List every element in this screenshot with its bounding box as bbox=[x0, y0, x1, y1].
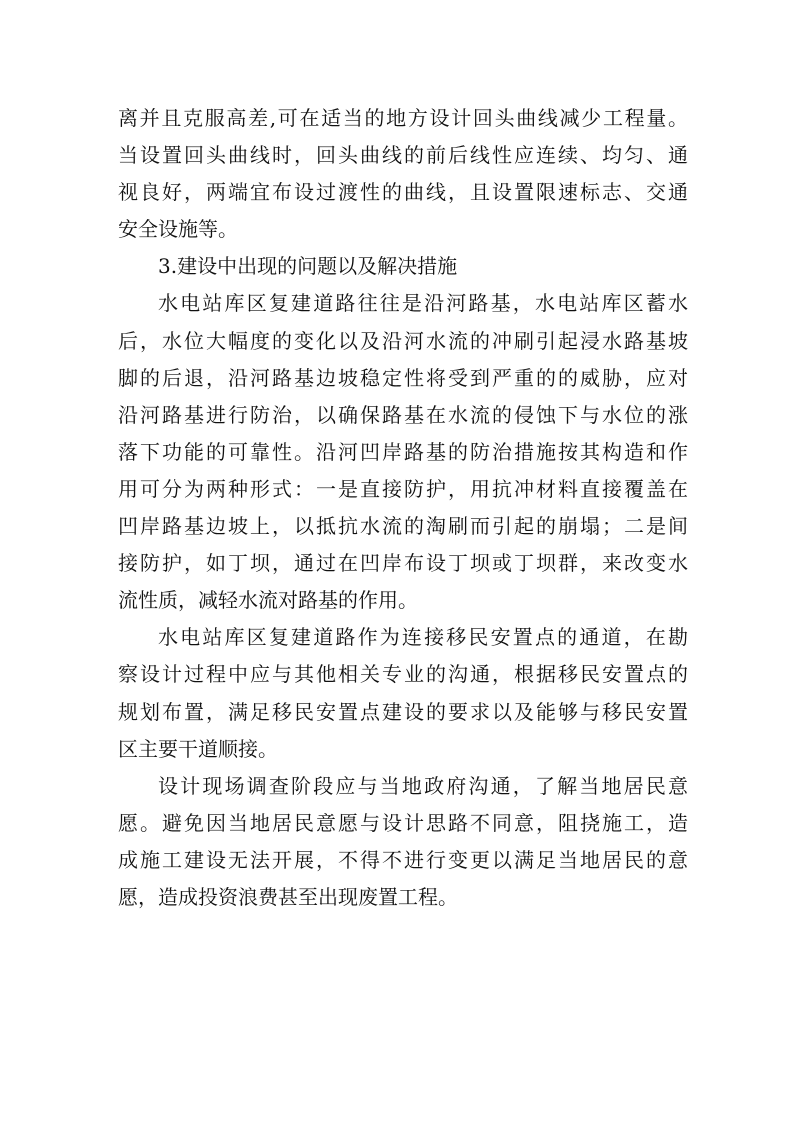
paragraph-line: 流性质，减轻水流对路基的作用。 bbox=[118, 588, 418, 613]
paragraph bbox=[118, 768, 688, 916]
paragraph-line: 后，水位大幅度的变化以及沿河水流的冲刷引起浸水路基坡 bbox=[118, 328, 688, 353]
paragraph-line: 用可分为两种形式：一是直接防护，用抗冲材料直接覆盖在 bbox=[118, 476, 688, 501]
paragraph-line: 凹岸路基边坡上，以抵抗水流的淘刷而引起的崩塌；二是间 bbox=[118, 514, 688, 539]
paragraph-line: 接防护，如丁坝，通过在凹岸布设丁坝或丁坝群，来改变水 bbox=[118, 551, 688, 576]
paragraph-line: 脚的后退，沿河路基边坡稳定性将受到严重的的威胁，应对 bbox=[118, 365, 688, 390]
paragraph-line: 愿，造成投资浪费甚至出现废置工程。 bbox=[118, 884, 458, 909]
paragraph-line: 离并且克服高差,可在适当的地方设计回头曲线减少工程量。 bbox=[118, 106, 688, 130]
paragraph-line: 成施工建设无法开展，不得不进行变更以满足当地居民的意 bbox=[118, 847, 688, 872]
paragraph-line: 设计现场调查阶段应与当地政府沟通，了解当地居民意 bbox=[158, 773, 688, 798]
paragraph-line: 视良好，两端宜布设过渡性的曲线，且设置限速标志、交通 bbox=[118, 180, 688, 205]
paragraph bbox=[118, 100, 688, 248]
heading-text: 3.建设中出现的问题以及解决措施 bbox=[158, 254, 458, 279]
paragraph bbox=[118, 285, 688, 619]
paragraph-line: 水电站库区复建道路作为连接移民安置点的通道，在勘 bbox=[158, 625, 688, 650]
paragraph-line: 区主要干道顺接。 bbox=[118, 736, 278, 761]
section-heading bbox=[118, 248, 688, 285]
paragraph-line: 落下功能的可靠性。沿河凹岸路基的防治措施按其构造和作 bbox=[118, 439, 688, 464]
paragraph-line: 安全设施等。 bbox=[118, 217, 238, 242]
paragraph-line: 察设计过程中应与其他相关专业的沟通，根据移民安置点的 bbox=[118, 662, 688, 687]
paragraph bbox=[118, 619, 688, 767]
paragraph-line: 愿。避免因当地居民意愿与设计思路不同意，阻挠施工，造 bbox=[118, 810, 688, 835]
paragraph-line: 当设置回头曲线时，回头曲线的前后线性应连续、均匀、通 bbox=[118, 143, 688, 168]
paragraph-line: 水电站库区复建道路往往是沿河路基，水电站库区蓄水 bbox=[158, 291, 688, 316]
document-body bbox=[118, 100, 688, 916]
paragraph-line: 沿河路基进行防治，以确保路基在水流的侵蚀下与水位的涨 bbox=[118, 402, 688, 427]
paragraph-line: 规划布置，满足移民安置点建设的要求以及能够与移民安置 bbox=[118, 699, 688, 724]
